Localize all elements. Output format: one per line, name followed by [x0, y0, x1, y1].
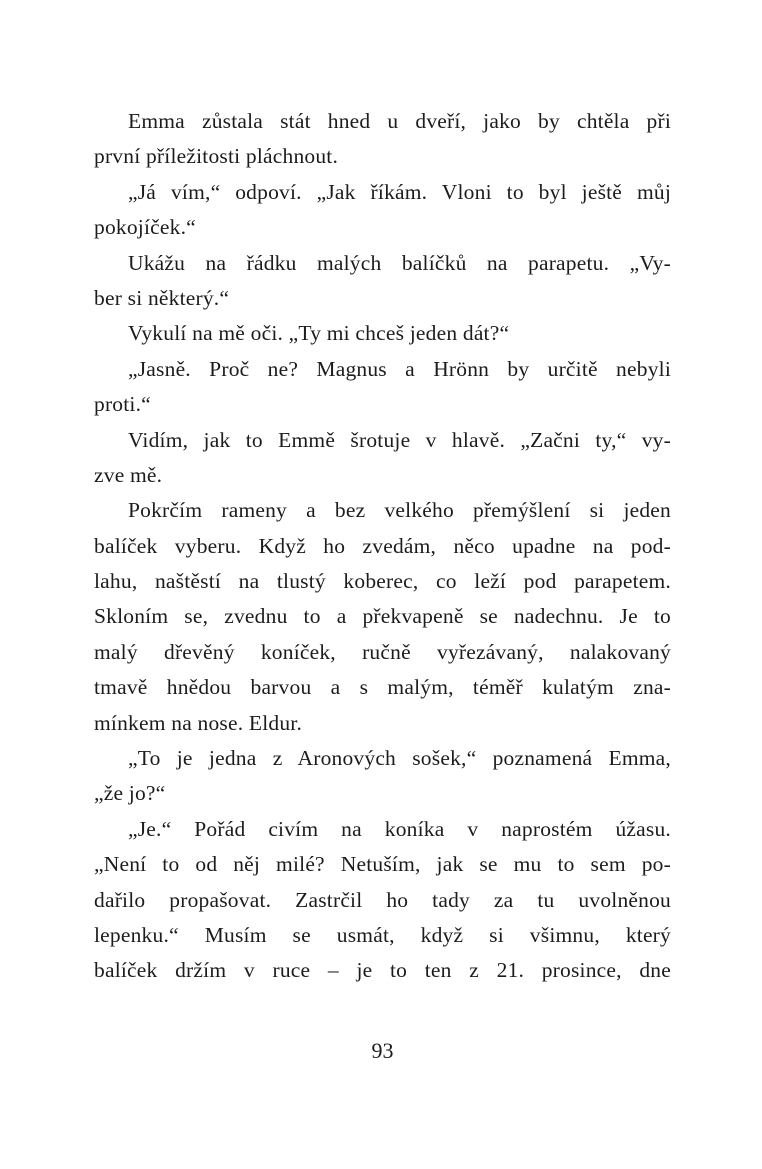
text-line: zve mě. [94, 462, 163, 487]
text-line: ber si některý.“ [94, 285, 230, 310]
text-line: proti.“ [94, 392, 151, 417]
body-text [94, 104, 671, 989]
text-line: lahu, naštěstí na tlustý koberec, co leží pod parapetem. [94, 569, 671, 594]
text-line: „To je jedna z Aronových sošek,“ poznamená Emma, [128, 746, 671, 771]
text-line: „Já vím,“ odpoví. „Jak říkám. Vloni to byl ještě můj [128, 179, 671, 204]
page-number: 93 [371, 1038, 394, 1063]
text-line: Skloním se, zvednu to a překvapeně se nadechnu. Je to [94, 604, 671, 629]
text-line: první příležitosti pláchnout. [94, 144, 339, 169]
text-line: „Jasně. Proč ne? Magnus a Hrönn by určitě nebyli [128, 356, 671, 381]
text-line: pokojíček.“ [94, 215, 196, 240]
text-line: dařilo propašovat. Zastrčil ho tady za tu uvolněnou [94, 887, 671, 912]
text-line: tmavě hnědou barvou a s malým, téměř kulatým zna- [94, 675, 671, 700]
text-line: Vykulí na mě oči. „Ty mi chceš jeden dát?“ [128, 321, 510, 346]
text-line: lepenku.“ Musím se usmát, když si všimnu, který [94, 922, 671, 947]
text-line: „že jo?“ [94, 781, 166, 806]
text-line: malý dřevěný koníček, ručně vyřezávaný, nalakovaný [94, 639, 671, 664]
text-line: mínkem na nose. Eldur. [94, 710, 303, 735]
text-line: Emma zůstala stát hned u dveří, jako by chtěla při [128, 109, 671, 133]
text-line: balíček vyberu. Když ho zvedám, něco upadne na pod- [94, 533, 671, 558]
text-line: Pokrčím rameny a bez velkého přemýšlení si jeden [128, 498, 671, 523]
text-line: Vidím, jak to Emmě šrotuje v hlavě. „Začni ty,“ vy- [128, 427, 671, 452]
text-line: Ukážu na řádku malých balíčků na parapetu. „Vy- [128, 250, 671, 275]
text-line: „Není to od něj milé? Netuším, jak se mu to sem po- [94, 852, 671, 877]
text-line: „Je.“ Pořád civím na koníka v naprostém úžasu. [128, 816, 671, 841]
text-line: balíček držím v ruce – je to ten z 21. prosince, dne [94, 958, 671, 983]
